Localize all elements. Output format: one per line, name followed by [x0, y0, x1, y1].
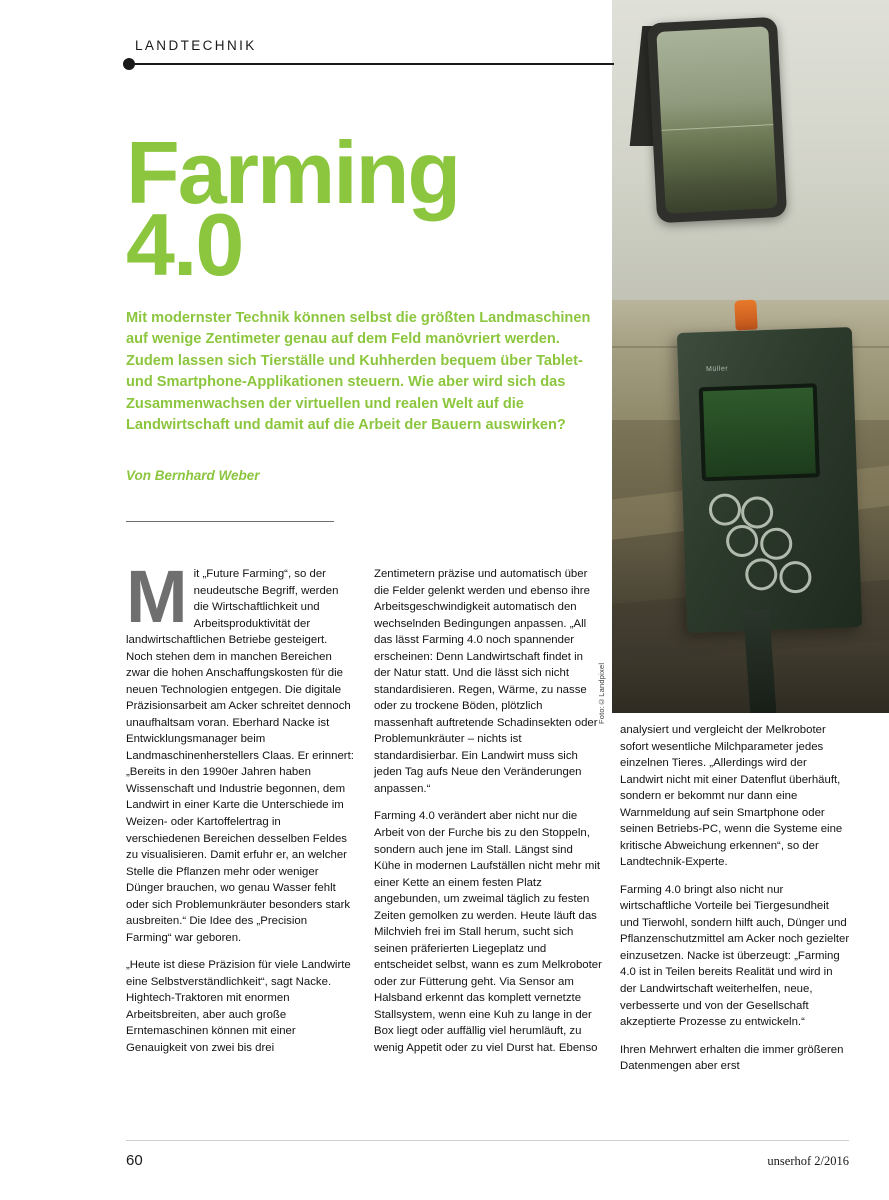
paragraph: Ihren Mehrwert erhalten die immer größeren Datenmengen aber erst	[620, 1043, 844, 1073]
standfirst: Mit modernster Technik können selbst die größten Landmaschinen auf wenige Zentimeter genau auf dem Feld manövriert werden. Zudem lassen sich Tierställe und Kuhherden bequem über Tablet- und Smartphone-Applikationen steuern. Wie aber wird sich das Zusammenwachsen der virtuellen und realen Welt auf die Landwirtschaft und damit auf die Arbeit der Bauern auswirken?	[126, 310, 591, 434]
body-column-1	[126, 555, 354, 1067]
footer-rule	[126, 1140, 849, 1141]
tractor-mirror-icon	[647, 17, 787, 224]
headline-line-1: Farming	[126, 122, 460, 222]
headline-line-2: 4.0	[126, 195, 243, 295]
byline: Von Bernhard Weber	[126, 468, 260, 483]
photo-credit: Foto:©Landpixel	[597, 662, 606, 724]
header-rule	[128, 63, 614, 65]
knob-icon	[741, 496, 774, 529]
terminal-knobs	[704, 488, 838, 602]
paragraph: „Heute ist diese Präzision für viele Landwirte eine Selbstverständlichkeit“, sagt Nacke. Hightech-Traktoren mit enormen Arbeitsbreiten, aber auch große Erntemaschinen können mit einer Genauigkeit von zwei bis drei	[126, 959, 351, 1054]
knob-icon	[726, 524, 759, 557]
paragraph: analysiert und vergleicht der Melkroboter sofort wesentliche Milchparameter jedes einzelnen Tieres. „Allerdings wird der Landwirt nicht mit einer Datenflut überhäuft, sondern er bekommt nur dann eine Warnmeldung auf sein Smartphone oder seinen Betriebs-PC, wenn die Systeme eine kritische Abweichung erkennen“, so der Landtechnik-Experte.	[620, 724, 843, 869]
issue-label: unserhof 2/2016	[767, 1154, 849, 1168]
paragraph-text: it „Future Farming“, so der neudeutsche Begriff, werden die Wirtschaftlichkeit und Arbeitsproduktivität der landwirtschaftlichen Betriebe gesteigert. Noch stehen dem in manchen Bereichen zwar die hohen Anschaffungskosten für die neuen Technologien entgegen. Die digitale Präzisionsarbeit am Acker schreitet dennoch unaufhaltsam voran. Eberhard Nacke ist Entwicklungsmanager beim Landmaschinenherstellers Claas. Er erinnert: „Bereits in den 1990er Jahren haben Wissenschaft und Industrie begonnen, dem Landwirt in einer Karte die Unterschiede im Weizen- oder Kartoffelertrag in verschiedenen Bereichen desselben Feldes zu visualisieren. Damit erfuhr er, an welcher Stelle die Pflanzen mehr oder weniger Dünger brauchen, wo genau Wasser fehlt oder sich Problemunkräuter besonders stark ausbreiten.“ Die Idee des „Precision Farming“ war geboren.	[126, 568, 354, 944]
drop-cap: M	[126, 555, 188, 638]
knob-icon	[779, 561, 812, 594]
article-photo	[612, 0, 889, 713]
header-bullet-icon	[123, 58, 135, 70]
page-title	[126, 122, 606, 295]
body-column-3	[620, 722, 850, 1086]
byline-rule	[126, 521, 334, 522]
tractor-terminal	[677, 327, 862, 633]
terminal-brand-label: Müller	[705, 365, 729, 374]
paragraph: Farming 4.0 verändert aber nicht nur die Arbeit von der Furche bis zu den Stoppeln, sondern auch jene im Stall. Längst sind Kühe in modernen Laufställen nicht mehr mit einer Kette an einem festen Platz angebunden, um zweimal täglich zu festen Zeiten gemolken zu werden. Heute läuft das Milchvieh frei im Stall herum, sucht sich seinen präferierten Liegeplatz und entscheidet selbst, wann es zum Melkroboter oder zur Fütterung geht. Via Sensor am Halsband erkennt das komplett vernetzte Stallsystem, wenn eine Kuh zu lange in der Box liegt oder auffällig viel herumläuft, zu wenig Appetit oder zu viel Durst hat. Ebenso	[374, 810, 602, 1054]
paragraph: Zentimetern präzise und automatisch über die Felder gelenkt werden und ebenso ihre Arbeitsgeschwindigkeit automatisch den wechselnden Bedingungen anpassen. „All das lässt Farming 4.0 noch spannender erscheinen: Denn Landwirtschaft findet in der Natur statt. Und die lässt sich nicht standardisieren. Regen, Wärme, zu nasse oder zu trockene Böden, plötzlich massenhaft auftretende Schadinsekten oder Problemunkräuter – nichts ist standardisierbar. Ein Landwirt muss sich jeden Tag aufs Neue den Veränderungen anpassen.“	[374, 568, 598, 795]
paragraph: Farming 4.0 bringt also nicht nur wirtschaftliche Vorteile bei Tiergesundheit und Tierwohl, sondern hilft auch, Dünger und Pflanzenschutzmittel am Acker noch gezielter einzusetzen. Nacke ist überzeugt: „Farming 4.0 ist in Teilen bereits Realität und wird in der Landwirtschaft weiterhelfen, neue, verbesserte und von der Gesellschaft akzeptierte Prozesse zu entwickeln.“	[620, 883, 850, 1029]
knob-icon	[760, 527, 793, 560]
mirror-glass	[656, 26, 777, 214]
section-rubric: LANDTECHNIK	[135, 38, 257, 53]
knob-icon	[708, 493, 741, 526]
paragraph	[126, 555, 354, 946]
knob-icon	[745, 558, 778, 591]
terminal-screen	[699, 383, 820, 481]
warning-beacon-icon	[734, 299, 758, 330]
page-number: 60	[126, 1152, 143, 1169]
body-column-2	[374, 566, 602, 1067]
